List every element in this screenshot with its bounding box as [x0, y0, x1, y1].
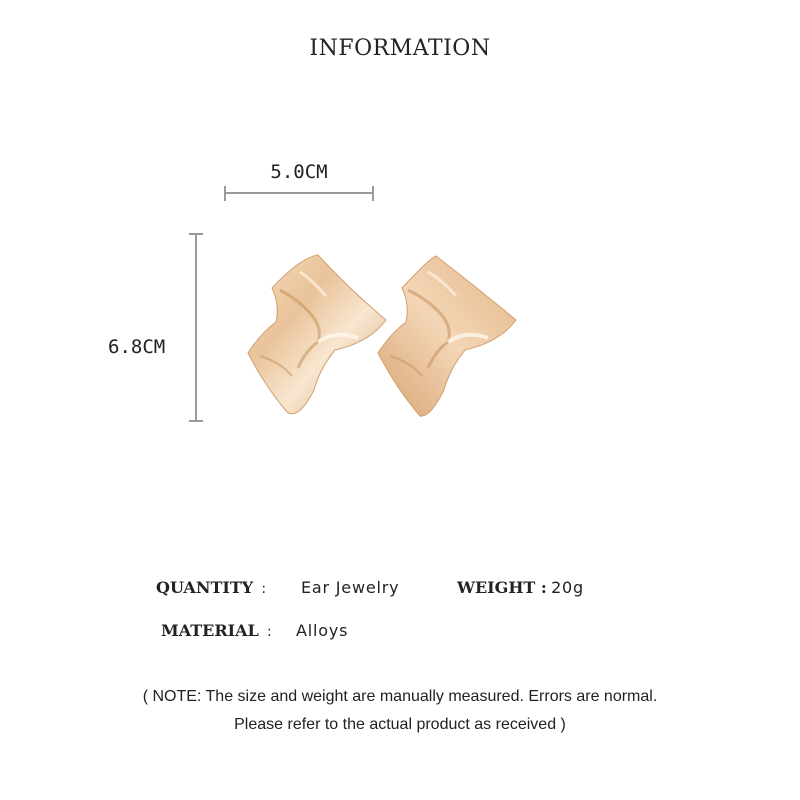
- note-line-2: Please refer to the actual product as received ): [234, 716, 566, 733]
- weight-row: [457, 578, 584, 598]
- width-dimension-label: 5.0CM: [270, 161, 328, 183]
- earring-pair-icon: [240, 250, 530, 425]
- right-earring: [378, 256, 516, 416]
- quantity-value: Ear Jewelry: [301, 578, 400, 597]
- quantity-row: [156, 578, 270, 598]
- note-line-1: ( NOTE: The size and weight are manually measured. Errors are normal.: [142, 688, 658, 705]
- height-dimension-label: 6.8CM: [108, 336, 166, 358]
- material-value: Alloys: [296, 621, 349, 640]
- material-row: [161, 621, 276, 641]
- weight-value: 20g: [551, 578, 584, 597]
- left-earring: [248, 255, 386, 414]
- material-value-row: [296, 621, 348, 641]
- quantity-value-row: [301, 578, 399, 598]
- product-image: [240, 250, 530, 425]
- material-key: MATERIAL: [161, 621, 259, 640]
- weight-key: WEIGHT :: [457, 578, 547, 597]
- quantity-key: QUANTITY: [156, 578, 254, 597]
- page-title: INFORMATION: [309, 36, 491, 61]
- material-separator: :: [267, 624, 272, 640]
- quantity-separator: :: [261, 581, 267, 597]
